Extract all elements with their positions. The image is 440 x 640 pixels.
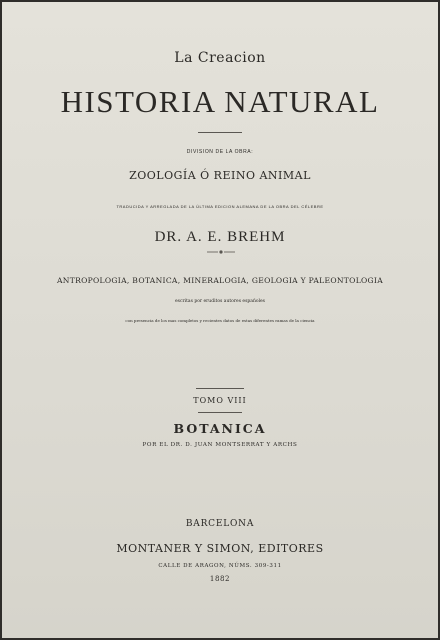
- contents-note: con presencia de los mas completos y recientes datos de estas diferentes ramas de la ciencia: [125, 318, 315, 323]
- division-label: DIVISION DE LA OBRA:: [186, 149, 254, 155]
- publication-city: BARCELONA: [185, 519, 255, 529]
- publication-year: 1882: [209, 575, 231, 583]
- section-rule-top: [196, 388, 244, 389]
- series-title: La Creacion: [174, 50, 266, 66]
- translation-note: TRADUCIDA Y ARREGLADA DE LA ÚLTIMA EDICION ALEMANA DE LA OBRA DEL CÉLEBRE: [116, 204, 324, 209]
- division-text: ZOOLOGÍA Ó REINO ANIMAL: [129, 169, 311, 182]
- volume-author: POR EL DR. D. JUAN MONTSERRAT Y ARCHS: [142, 442, 298, 448]
- author-name: DR. A. E. BREHM: [154, 229, 286, 245]
- title-rule: [198, 132, 242, 133]
- main-title: HISTORIA NATURAL: [60, 84, 380, 119]
- authors-note: escritas por eruditos autores españoles: [175, 299, 265, 304]
- publisher-address: CALLE DE ARAGON, NÚMS. 309-311: [158, 563, 282, 569]
- volume-rule: [198, 412, 242, 413]
- subjects-line: ANTROPOLOGIA, BOTANICA, MINERALOGIA, GEOLOGIA Y PALEONTOLOGIA: [56, 276, 384, 285]
- publisher-name: MONTANER Y SIMON, EDITORES: [116, 542, 324, 555]
- title-page: [2, 2, 438, 638]
- fleuron-ornament: [207, 248, 235, 256]
- volume-number: TOMO VIII: [193, 396, 247, 405]
- volume-title: BOTANICA: [173, 421, 267, 436]
